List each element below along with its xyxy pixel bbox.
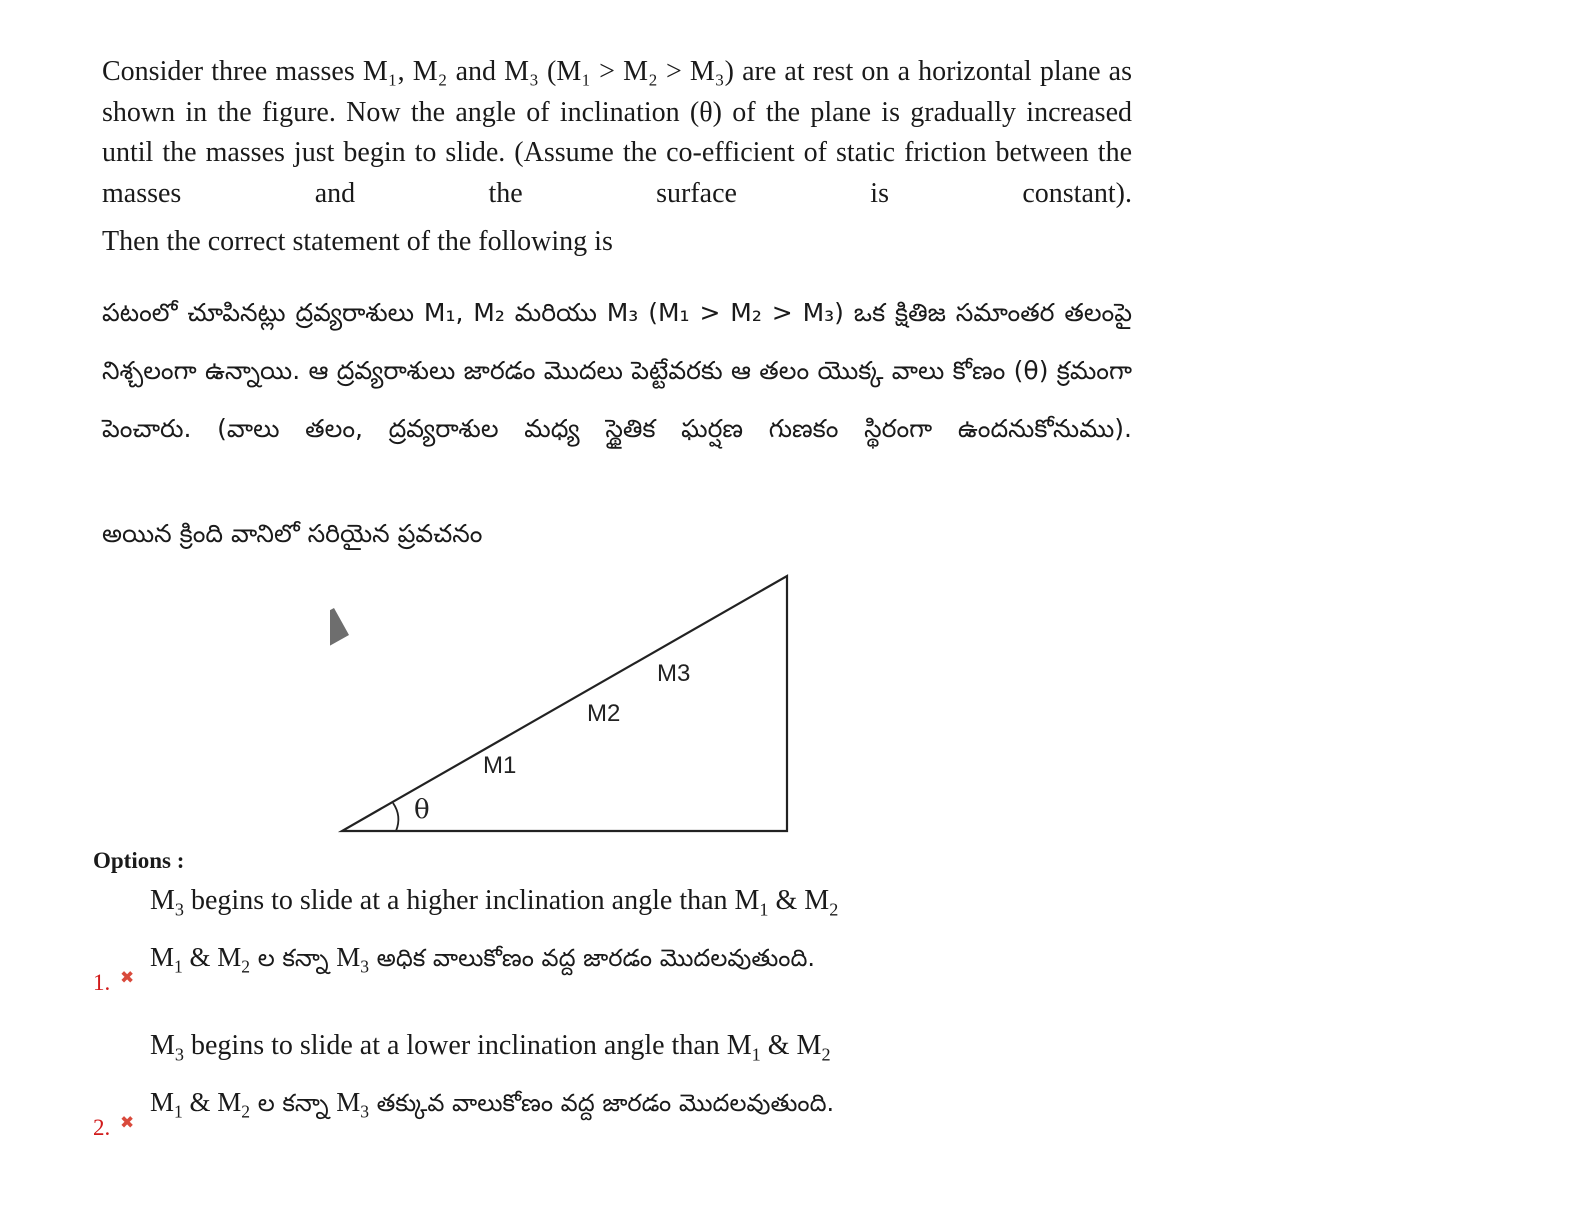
label-m3: M3 [657,660,691,687]
option-2-number: 2. [93,1115,111,1140]
label-m2: M2 [587,700,621,727]
option-1-english[interactable]: $M_3$ begins to slide at a higher inclination angle than $M_1$ & $M_2$ [150,885,839,920]
question-english-prompt: Then the correct statement of the following is [102,226,613,257]
question-english-paragraph: Consider three masses M₁, M₂ and M₃ (M₁ > M₂ > M₃) are at rest on a horizontal plane as shown in the figure. Now the angle of inclination (θ) of the plane is gradually increased until the masses just begin to slide. (Assume the co-efficient of static friction between the masses and the surface is constant). [102,56,1132,209]
options-heading: Options : [93,848,185,873]
option-2-telugu[interactable]: $M_1$ & $M_2$ ల కన్నా $M_3$ తక్కువ వాలుకోణం వద్ద జారడం మొదలవుతుంది. [150,1087,835,1122]
option-2-cross-icon: ✖ [120,1113,135,1133]
block-m3 [330,608,349,659]
inclined-plane-triangle [342,576,787,831]
option-1-number: 1. [93,970,111,995]
option-1-cross-icon: ✖ [120,968,135,988]
label-m1: M1 [483,752,517,779]
question-telugu-prompt: అయిన క్రింది వానిలో సరియైన ప్రవచనం [102,519,483,548]
question-telugu-paragraph: పటంలో చూపినట్లు ద్రవ్యరాశులు M₁, M₂ మరియు M₃ (M₁ > M₂ > M₃) ఒక క్షితిజ సమాంతర తలంపై నిశ్చలంగా ఉన్నాయి. ఆ ద్రవ్యరాశులు జారడం మొదలు పెట్టేవరకు ఆ తలం యొక్క వాలు కోణం (θ) క్రమంగా పెంచారు. (వాలు తలం, ద్రవ్యరాశుల మధ్య స్థైతిక ఘర్షణ గుణకం స్థిరంగా ఉందనుకోనుము). [102,298,1132,443]
theta-arc [393,803,398,831]
label-theta: θ [414,795,430,825]
inclined-plane-figure [330,565,800,840]
option-2-english[interactable]: $M_3$ begins to slide at a lower inclination angle than $M_1$ & $M_2$ [150,1030,831,1065]
option-1-telugu[interactable]: $M_1$ & $M_2$ ల కన్నా $M_3$ అధిక వాలుకోణం వద్ద జారడం మొదలవుతుంది. [150,942,816,977]
